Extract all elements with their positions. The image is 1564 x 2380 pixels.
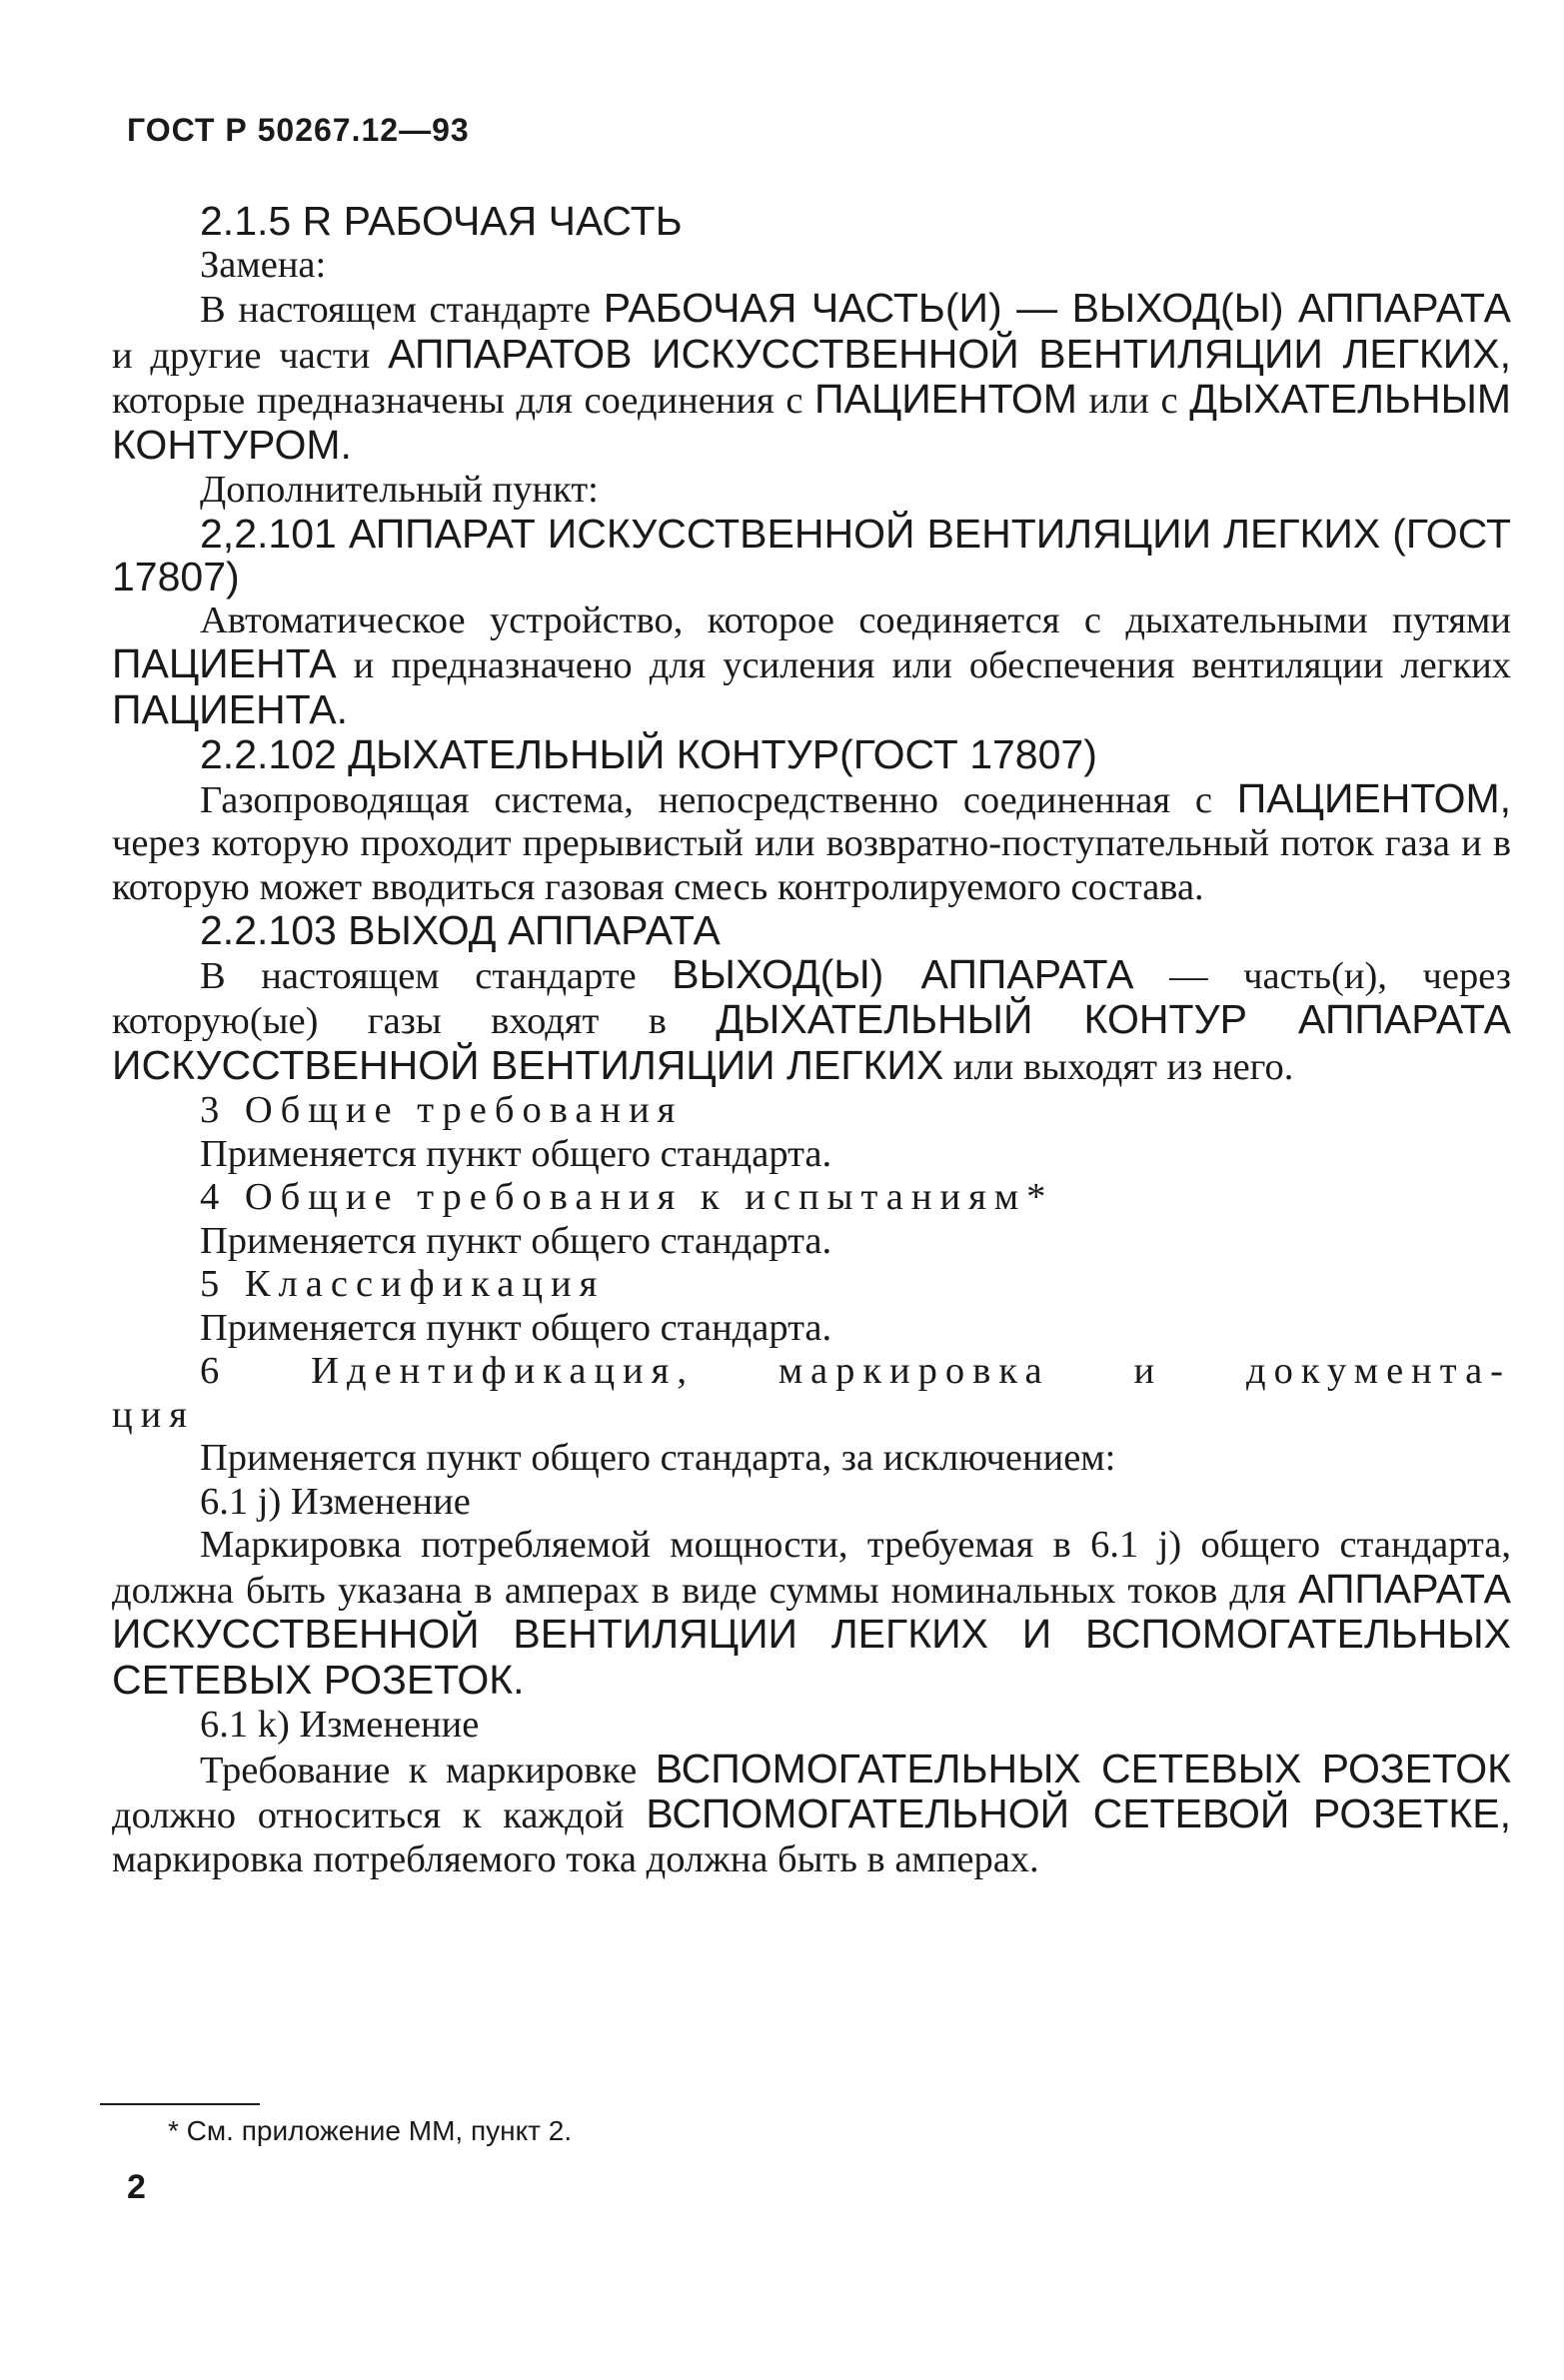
term-caps: ПАЦИЕНТА. <box>112 685 348 732</box>
page-number: 2 <box>127 2168 146 2206</box>
text-run: через которую проходит прерывистый или возвратно-поступательный поток газа и в которую может вводиться газовая смесь контролируемого состава. <box>112 822 1511 908</box>
term-caps: ВЫХОД(Ы) АППАРАТА <box>672 950 1134 997</box>
term-caps: ВСПОМОГАТЕЛЬНЫХ СЕТЕВЫХ РОЗЕТОК <box>655 1745 1511 1791</box>
text-run: Газопроводящая система, непосредственно соединенная с <box>200 778 1212 821</box>
section-6-title-line-2: ция <box>112 1393 195 1436</box>
footnote-divider <box>100 2103 260 2105</box>
text-run: — часть(и), через которую(ые) газы входят в <box>112 954 1512 1042</box>
section-2-2-102-paragraph <box>112 774 1512 910</box>
text-run: должно относиться к каждой <box>112 1794 625 1836</box>
section-4-title: 4 Общие требования к испытаниям* <box>200 1176 1054 1218</box>
section-2-1-5-paragraph <box>112 287 1511 469</box>
text-run: Маркировка потребляемой мощности, требуемая в 6.1 j) общего стандарта, должна быть указана в амперах в виде суммы номинальных токов для <box>112 1524 1511 1612</box>
section-2-2-103-paragraph <box>112 950 1512 1090</box>
text-run: и другие части <box>112 334 371 377</box>
term-caps: ДЫХАТЕЛЬНЫМ КОНТУРОМ. <box>112 376 1512 468</box>
term-caps: АППАРАТА ИСКУССТВЕННОЙ ВЕНТИЛЯЦИИ ЛЕГКИХ И ВСПОМОГАТЕЛЬНЫХ СЕТЕВЫХ РОЗЕТОК. <box>112 1565 1512 1703</box>
section-2-2-102-title: 2.2.102 ДЫХАТЕЛЬНЫЙ КОНТУР(ГОСТ 17807) <box>200 731 1097 777</box>
section-5-title: 5 Классификация <box>200 1263 606 1305</box>
section-2-2-101-paragraph <box>112 599 1511 734</box>
footnote: * См. приложение ММ, пункт 2. <box>168 2115 573 2146</box>
term-caps: ПАЦИЕНТА <box>112 640 337 686</box>
section-6-text: Применяется пункт общего стандарта, за исключением: <box>200 1437 1116 1479</box>
term-caps: ПАЦИЕНТОМ, <box>1236 774 1512 821</box>
section-5-text: Применяется пункт общего стандарта. <box>200 1306 832 1349</box>
section-6-title-line-1: 6 Идентификация, маркировка и документа- <box>200 1350 1511 1392</box>
term-caps: ВСПОМОГАТЕЛЬНОЙ СЕТЕВОЙ РОЗЕТКЕ, <box>646 1790 1511 1836</box>
term-caps: РАБОЧАЯ ЧАСТЬ(И) — ВЫХОД(Ы) АППАРАТА <box>603 285 1511 331</box>
section-6-1-k-paragraph <box>112 1745 1511 1882</box>
additional-item-label: Дополнительный пункт: <box>200 469 599 511</box>
text-run: маркировка потребляемого тока должна быть в амперах. <box>112 1837 1039 1880</box>
text-run: В настоящем стандарте <box>200 954 637 997</box>
text-run: Автоматическое устройство, которое соединяется с дыхательными путями <box>200 598 1511 641</box>
text-run: которые предназначены для соединения с <box>112 380 803 422</box>
term-caps: АППАРАТОВ ИСКУССТВЕННОЙ ВЕНТИЛЯЦИИ ЛЕГКИХ, <box>388 330 1512 377</box>
replacement-label: Замена: <box>200 243 327 286</box>
section-3-text: Применяется пункт общего стандарта. <box>200 1132 832 1175</box>
section-2-1-5-title: 2.1.5 R РАБОЧАЯ ЧАСТЬ <box>200 198 683 244</box>
text-run: или выходят из него. <box>952 1045 1294 1088</box>
section-6-1-k-title: 6.1 k) Изменение <box>200 1704 480 1746</box>
text-run: Требование к маркировке <box>200 1749 638 1791</box>
section-6-1-j-paragraph <box>112 1524 1511 1704</box>
section-6-1-j-title: 6.1 j) Изменение <box>200 1480 471 1523</box>
text-run: и предназначено для усиления или обеспечения вентиляции легких <box>353 644 1512 686</box>
section-2-2-103-title: 2.2.103 ВЫХОД АППАРАТА <box>200 907 721 953</box>
document-header: ГОСТ Р 50267.12—93 <box>127 112 470 148</box>
term-caps: ПАЦИЕНТОМ <box>814 376 1077 422</box>
text-run: или с <box>1088 380 1178 422</box>
section-3-title: 3 Общие требования <box>200 1089 684 1131</box>
document-body <box>112 200 1511 1881</box>
section-2-2-101-title: 2,2.101 АППАРАТ ИСКУССТВЕННОЙ ВЕНТИЛЯЦИИ ЛЕГКИХ (ГОСТ 17807) <box>112 510 1511 599</box>
section-4-text: Применяется пункт общего стандарта. <box>200 1219 832 1262</box>
text-run: В настоящем стандарте <box>200 289 591 331</box>
term-caps: ДЫХАТЕЛЬНЫЙ КОНТУР АППАРАТА ИСКУССТВЕННОЙ ВЕНТИЛЯЦИИ ЛЕГКИХ <box>112 996 1511 1088</box>
